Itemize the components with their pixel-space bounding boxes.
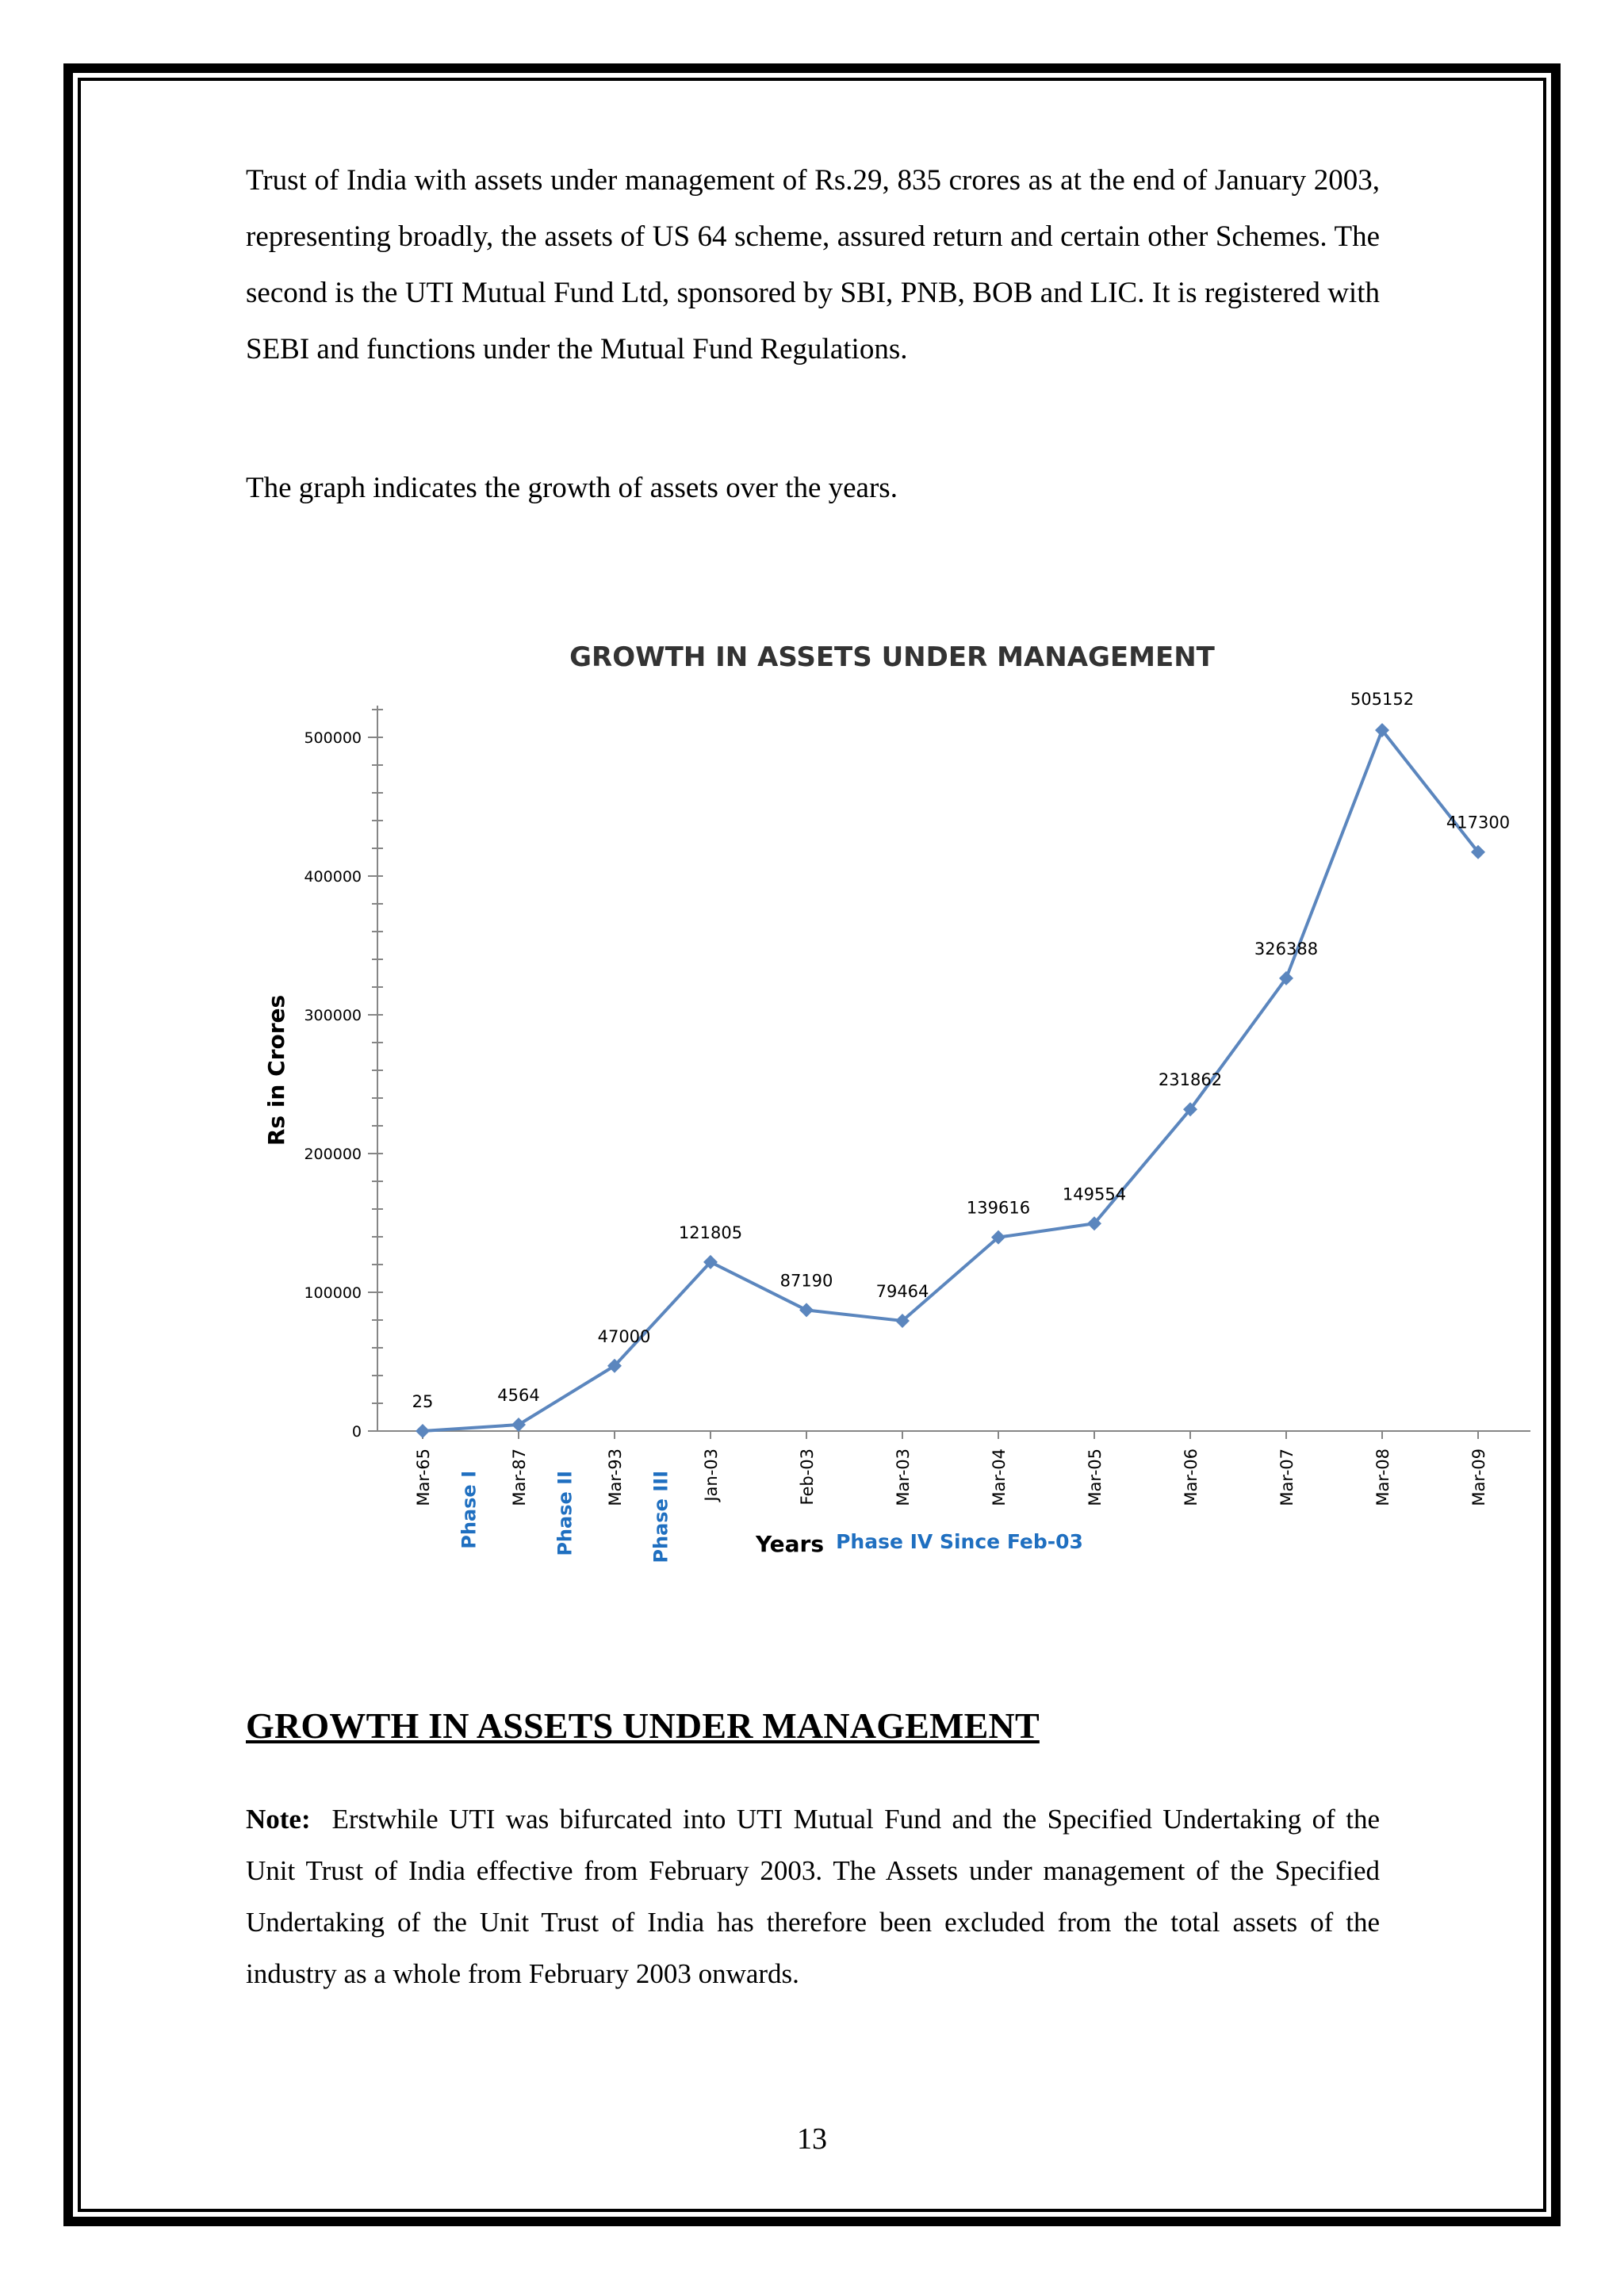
y-tick-label: 200000 <box>304 1146 362 1163</box>
phase-label: Phase III <box>649 1471 672 1563</box>
data-label: 326388 <box>1254 939 1319 959</box>
x-tick-label: Mar-65 <box>414 1448 433 1506</box>
data-label: 149554 <box>1062 1184 1127 1204</box>
x-tick-label: Feb-03 <box>798 1448 817 1506</box>
phase-iv-label: Phase IV Since Feb-03 <box>836 1530 1083 1553</box>
phase-labels <box>458 1471 672 1563</box>
x-tick-label: Mar-05 <box>1086 1448 1105 1506</box>
y-tick-label: 100000 <box>304 1284 362 1302</box>
y-tick-label: 500000 <box>304 729 362 747</box>
data-label: 47000 <box>597 1326 651 1346</box>
series-line <box>423 730 1478 1431</box>
x-tick-label: Mar-03 <box>894 1448 913 1506</box>
data-label: 139616 <box>966 1198 1031 1218</box>
data-label: 25 <box>412 1391 434 1411</box>
x-tick-label: Mar-09 <box>1469 1448 1488 1506</box>
section-heading: GROWTH IN ASSETS UNDER MANAGEMENT <box>246 1705 1040 1746</box>
y-tick-label: 300000 <box>304 1007 362 1024</box>
y-axis-label: Rs in Crores <box>263 994 289 1146</box>
phase-label: Phase I <box>458 1471 481 1549</box>
x-tick-label: Mar-87 <box>510 1448 529 1506</box>
aum-growth-chart <box>238 626 1546 1586</box>
phase-label: Phase II <box>553 1471 576 1556</box>
x-tick-label: Mar-08 <box>1373 1448 1392 1506</box>
x-axis-label: Years <box>755 1531 825 1557</box>
x-tick-label: Jan-03 <box>702 1448 721 1502</box>
data-label: 121805 <box>678 1223 743 1242</box>
data-label: 4564 <box>497 1386 540 1406</box>
data-label: 87190 <box>779 1271 833 1291</box>
y-axis-ticks <box>304 729 377 1441</box>
data-label: 505152 <box>1350 689 1415 709</box>
page-number: 13 <box>797 2122 827 2156</box>
data-point <box>799 1303 814 1317</box>
note-paragraph <box>246 1793 1380 1999</box>
data-labels <box>412 690 1510 1411</box>
body-paragraph-1: Trust of India with assets under management of Rs.29, 835 crores as at the end of January 2003, representing broadly, the assets of US 64 scheme, assured return and certain other Schemes. The second is the UTI Mutual Fund Ltd, sponsored by SBI, PNB, BOB and LIC. It is registered with SEBI and functions under the Mutual Fund Regulations. <box>246 164 1380 365</box>
y-tick-label: 400000 <box>304 868 362 886</box>
note-text: Erstwhile UTI was bifurcated into UTI Mutual Fund and the Specified Undertaking of the Unit Trust of India effective from February 2003. The Assets under management of the Specified Undertaking of the Unit Trust of India has therefore been excluded from the total assets of the industry as a whole from February 2003 onwards. <box>246 1804 1381 1989</box>
data-label: 79464 <box>875 1281 929 1301</box>
x-tick-label: Mar-93 <box>606 1448 625 1506</box>
x-tick-label: Mar-04 <box>990 1448 1009 1506</box>
body-paragraph-2: The graph indicates the growth of assets over the years. <box>246 472 898 504</box>
y-tick-label: 0 <box>351 1423 362 1441</box>
chart-title: GROWTH IN ASSETS UNDER MANAGEMENT <box>569 641 1215 673</box>
note-label: Note: <box>246 1804 311 1835</box>
series-points <box>416 723 1485 1438</box>
chart-svg <box>238 626 1546 1586</box>
data-point <box>416 1424 430 1438</box>
data-label: 417300 <box>1446 813 1511 832</box>
x-tick-label: Mar-07 <box>1277 1448 1297 1506</box>
x-tick-label: Mar-06 <box>1182 1448 1201 1506</box>
data-point <box>511 1418 526 1432</box>
data-label: 231862 <box>1158 1070 1223 1090</box>
